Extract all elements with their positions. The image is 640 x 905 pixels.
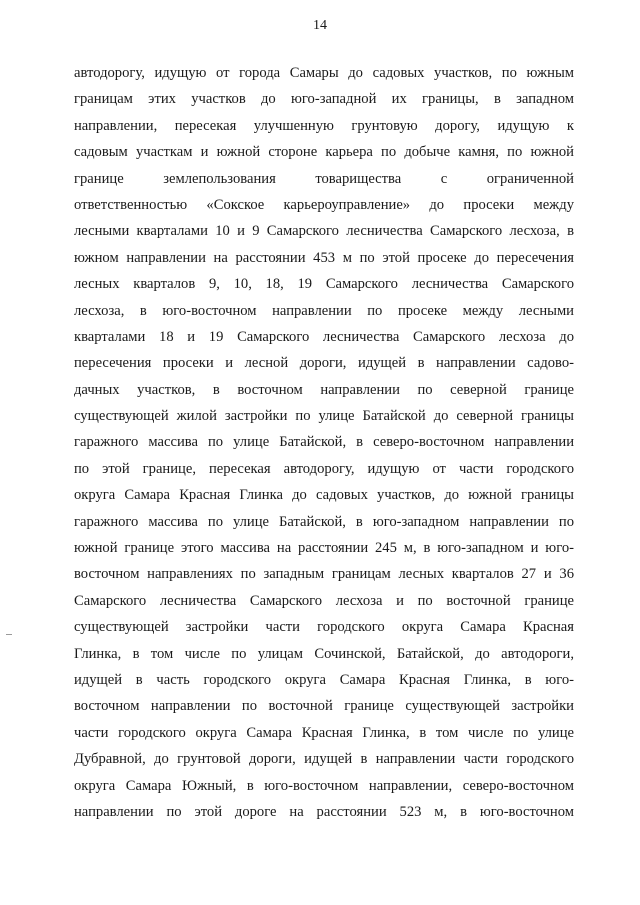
text-line: пересечения просеки и лесной дороги, идущей в направлении садово- [74, 355, 574, 372]
text-line: Глинка, в том числе по улицам Сочинской, Батайской, до автодороги, [74, 645, 574, 662]
text-line: дачных участков, в восточном направлении по северной границе [74, 381, 574, 398]
text-line: границе землепользования товарищества с ограниченной [74, 170, 574, 187]
text-line: границам этих участков до юго-западной их границы, в западном [74, 91, 574, 108]
text-line: садовым участкам и южной стороне карьера по добыче камня, по южной [74, 144, 574, 161]
page-number: 14 [313, 18, 327, 33]
text-line: кварталами 18 и 19 Самарского лесничества Самарского лесхоза до [74, 328, 574, 345]
text-line: южной границе этого массива на расстоянии 245 м, в юго-западном и юго- [74, 540, 574, 557]
text-line: существующей жилой застройки по улице Батайской до северной границы [74, 408, 574, 425]
text-line: Дубравной, до грунтовой дороги, идущей в направлении части городского [74, 751, 574, 768]
text-line: восточном направлении по восточной границе существующей застройки [74, 698, 574, 715]
text-line: Самарского лесничества Самарского лесхоза и по восточной границе [74, 592, 574, 609]
text-line: гаражного массива по улице Батайской, в северо-восточном направлении [74, 434, 574, 451]
text-line: по этой границе, пересекая автодорогу, идущую от части городского [74, 460, 574, 477]
text-line: существующей застройки части городского округа Самара Красная [74, 619, 574, 636]
text-line: лесных кварталов 9, 10, 18, 19 Самарского лесничества Самарского [74, 276, 574, 293]
text-line: гаражного массива по улице Батайской, в юго-западном направлении по [74, 513, 574, 530]
text-line: южном направлении на расстоянии 453 м по этой просеке до пересечения [74, 249, 574, 266]
text-line: идущей в часть городского округа Самара Красная Глинка, в юго- [74, 671, 574, 688]
margin-mark [6, 634, 12, 635]
text-line: лесхоза, в юго-восточном направлении по просеке между лесными [74, 302, 574, 319]
body-text [74, 60, 574, 825]
text-line: ответственностью «Сокское карьероуправление» до просеки между [74, 196, 574, 213]
text-line: направлении по этой дороге на расстоянии 523 м, в юго-восточном [74, 803, 574, 820]
text-line: восточном направлениях по западным границам лесных кварталов 27 и 36 [74, 566, 574, 583]
text-line: части городского округа Самара Красная Глинка, в том числе по улице [74, 724, 574, 741]
text-line: автодорогу, идущую от города Самары до садовых участков, по южным [74, 65, 574, 81]
text-line: округа Самара Южный, в юго-восточном направлении, северо-восточном [74, 777, 574, 794]
text-line: направлении, пересекая улучшенную грунтовую дорогу, идущую к [74, 117, 574, 134]
text-line: округа Самара Красная Глинка до садовых участков, до южной границы [74, 487, 574, 504]
text-line: лесными кварталами 10 и 9 Самарского лесничества Самарского лесхоза, в [74, 223, 574, 240]
